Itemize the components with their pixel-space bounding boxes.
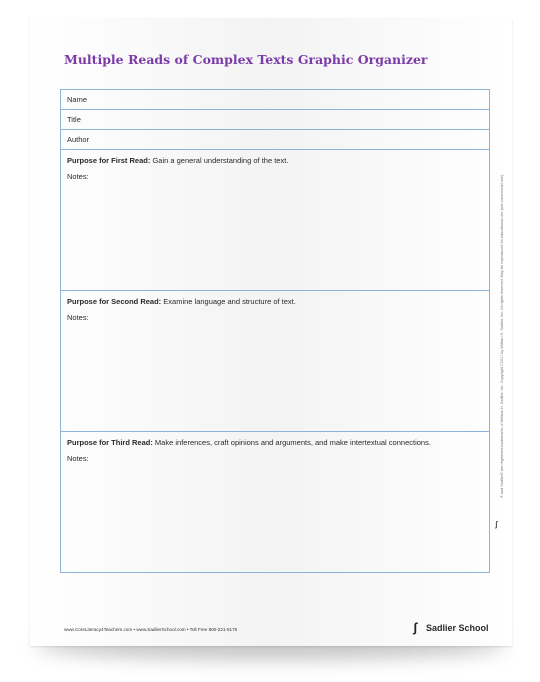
second-read-label: Purpose for Second Read: <box>67 297 162 306</box>
title-field[interactable] <box>61 110 489 130</box>
third-read-text: Make inferences, craft opinions and arguments, and make intertextual connections. <box>152 438 431 447</box>
worksheet-sheet <box>30 18 512 646</box>
author-label: Author <box>67 135 90 144</box>
first-read-purpose <box>67 156 483 165</box>
sadlier-logo-icon: ʃ <box>413 620 418 635</box>
third-read-section[interactable] <box>61 432 489 573</box>
first-read-notes-label: Notes: <box>67 172 89 181</box>
sadlier-school-text: Sadlier School <box>426 623 489 633</box>
first-read-section[interactable] <box>61 150 489 291</box>
name-label: Name <box>67 95 88 104</box>
title-label: Title <box>67 115 81 124</box>
graphic-organizer-form <box>60 89 490 573</box>
small-sadlier-icon: ʃ <box>495 520 498 529</box>
sadlier-school-brand <box>413 621 489 635</box>
first-read-label: Purpose for First Read: <box>67 156 151 165</box>
name-field[interactable] <box>61 90 489 110</box>
third-read-purpose <box>67 438 483 447</box>
footer-links: www.CoreLiteracy4Teachers.com • www.SadlierSchool.com • Toll Free 800-221-5175 <box>64 627 238 632</box>
second-read-text: Examine language and structure of text. <box>161 297 296 306</box>
second-read-purpose <box>67 297 483 306</box>
worksheet-title: Multiple Reads of Complex Texts Graphic Organizer <box>64 52 428 67</box>
copyright-side-notice: ® and Sadlier® are registered trademarks of William H. Sadlier, Inc. Copyright ©2017 by William H. Sadlier, Inc. All rights reserved. May be reproduced for educational use (not commercial use). <box>500 173 504 498</box>
second-read-section[interactable] <box>61 291 489 432</box>
second-read-notes-label: Notes: <box>67 313 89 322</box>
third-read-notes-label: Notes: <box>67 454 89 463</box>
first-read-text: Gain a general understanding of the text. <box>150 156 289 165</box>
third-read-label: Purpose for Third Read: <box>67 438 153 447</box>
author-field[interactable] <box>61 130 489 150</box>
